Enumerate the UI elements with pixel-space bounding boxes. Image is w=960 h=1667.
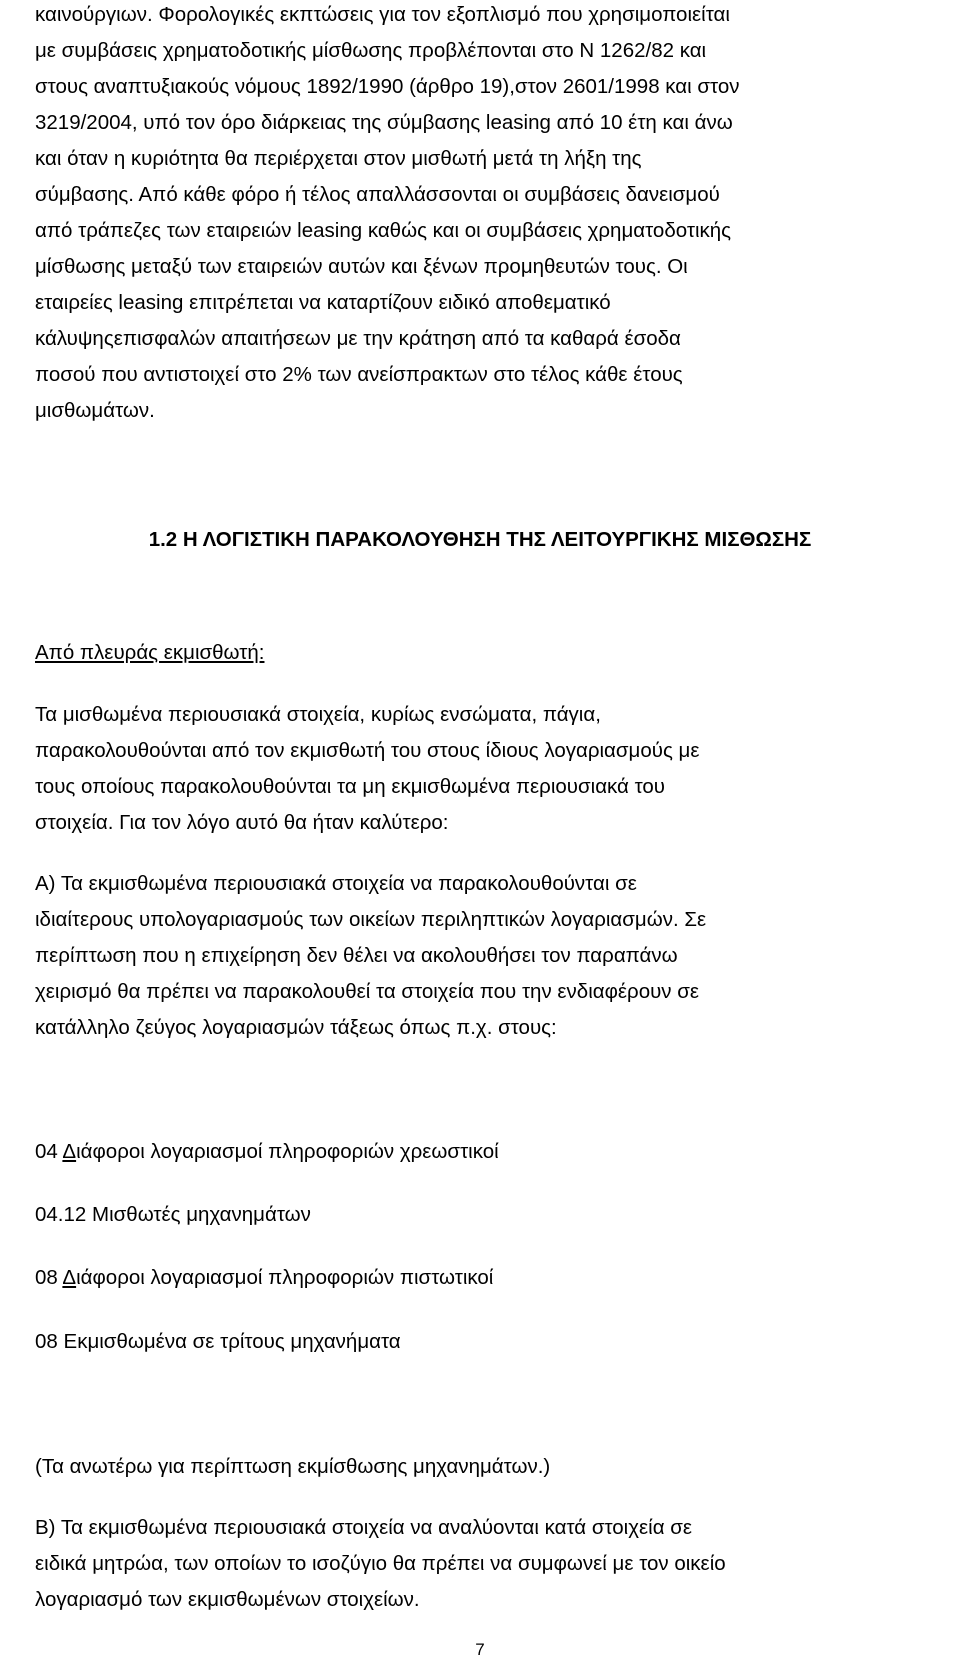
account-entry [35,1203,311,1227]
paragraph-3-line: κατάλληλο ζεύγος λογαριασμών τάξεως όπως π.χ. στους: [35,1016,557,1039]
paragraph-1-line: ποσού που αντιστοιχεί στο 2% των ανείσπρακτων στο τέλος κάθε έτους [35,363,683,386]
paragraph-3-line: χειρισμό θα πρέπει να παρακολουθεί τα στοιχεία που την ενδιαφέρουν σε [35,980,700,1003]
paragraph-2-line: Τα μισθωμένα περιουσιακά στοιχεία, κυρίως ενσώματα, πάγια, [35,703,601,726]
account-name: Εκμισθωμένα σε τρίτους μηχανήματα [63,1330,401,1353]
paragraph-1-line: κάλυψηςεπισφαλών απαιτήσεων με την κράτηση από τα καθαρά έσοδα [35,327,681,350]
account-entry [35,1140,499,1164]
paragraph-1-line: καινούργιων. Φορολογικές εκπτώσεις για τον εξοπλισμό που χρησιμοποιείται [35,3,730,26]
page-number: 7 [475,1640,485,1659]
account-name: Μισθωτές μηχανημάτων [92,1203,311,1226]
account-name-initial: Δ [62,1140,77,1163]
paragraph-4-line: Β) Τα εκμισθωμένα περιουσιακά στοιχεία να αναλύονται κατά στοιχεία σε [35,1516,693,1539]
paragraph-1-line: 3219/2004, υπό τον όρο διάρκειας της σύμβασης leasing από 10 έτη και άνω [35,111,733,134]
account-code: 08 [35,1330,58,1353]
paragraph-1-line: σύμβασης. Από κάθε φόρο ή τέλος απαλλάσσονται οι συμβάσεις δανεισμού [35,183,720,206]
note: (Τα ανωτέρω για περίπτωση εκμίσθωσης μηχανημάτων.) [35,1455,551,1478]
paragraph-2-line: τους οποίους παρακολουθούνται τα μη εκμισθωμένα περιουσιακά του [35,775,666,798]
account-code: 04 [35,1140,58,1163]
account-entry [35,1266,493,1290]
paragraph-1-line: στους αναπτυξιακούς νόμους 1892/1990 (άρθρο 19),στον 2601/1998 και στον [35,75,740,98]
account-code: 04.12 [35,1203,87,1226]
paragraph-2-line: στοιχεία. Για τον λόγο αυτό θα ήταν καλύτερο: [35,811,449,834]
paragraph-1-line: με συμβάσεις χρηματοδοτικής μίσθωσης προβλέπονται στο Ν 1262/82 και [35,39,707,62]
paragraph-1-line: μίσθωσης μεταξύ των εταιρειών αυτών και ξένων προμηθευτών τους. Οι [35,255,688,278]
account-name-initial: Δ [62,1266,77,1289]
account-entry [35,1330,401,1354]
paragraph-3-line: ιδιαίτερους υπολογαριασμούς των οικείων περιληπτικών λογαριασμών. Σε [35,908,707,931]
section-heading: 1.2 Η ΛΟΓΙΣΤΙΚΗ ΠΑΡΑΚΟΛΟΥΘΗΣΗ ΤΗΣ ΛΕΙΤΟΥΡΓΙΚΗΣ ΜΙΣΘΩΣΗΣ [148,528,812,551]
account-name: Διάφοροι λογαριασμοί πληροφοριών πιστωτικοί [62,1266,494,1289]
subheading: Από πλευράς εκμισθωτή: [35,641,265,664]
paragraph-1-line: εταιρείες leasing επιτρέπεται να καταρτίζουν ειδικό αποθεματικό [35,291,611,314]
paragraph-2-line: παρακολουθούνται από τον εκμισθωτή του στους ίδιους λογαριασμούς με [35,739,700,762]
paragraph-1-line: από τράπεζες των εταιρειών leasing καθώς και οι συμβάσεις χρηματοδοτικής [35,219,732,242]
paragraph-1-line: μισθωμάτων. [35,399,155,422]
paragraph-4-line: λογαριασμό των εκμισθωμένων στοιχείων. [35,1588,420,1611]
paragraph-1-line: και όταν η κυριότητα θα περιέρχεται στον μισθωτή μετά τη λήξη της [35,147,642,170]
account-code: 08 [35,1266,58,1289]
account-name: Διάφοροι λογαριασμοί πληροφοριών χρεωστικοί [62,1140,499,1163]
paragraph-3-line: Α) Τα εκμισθωμένα περιουσιακά στοιχεία να παρακολουθούνται σε [35,872,637,895]
paragraph-3-line: περίπτωση που η επιχείρηση δεν θέλει να ακολουθήσει τον παραπάνω [35,944,678,967]
paragraph-4-line: ειδικά μητρώα, των οποίων το ισοζύγιο θα πρέπει να συμφωνεί με τον οικείο [35,1552,726,1575]
